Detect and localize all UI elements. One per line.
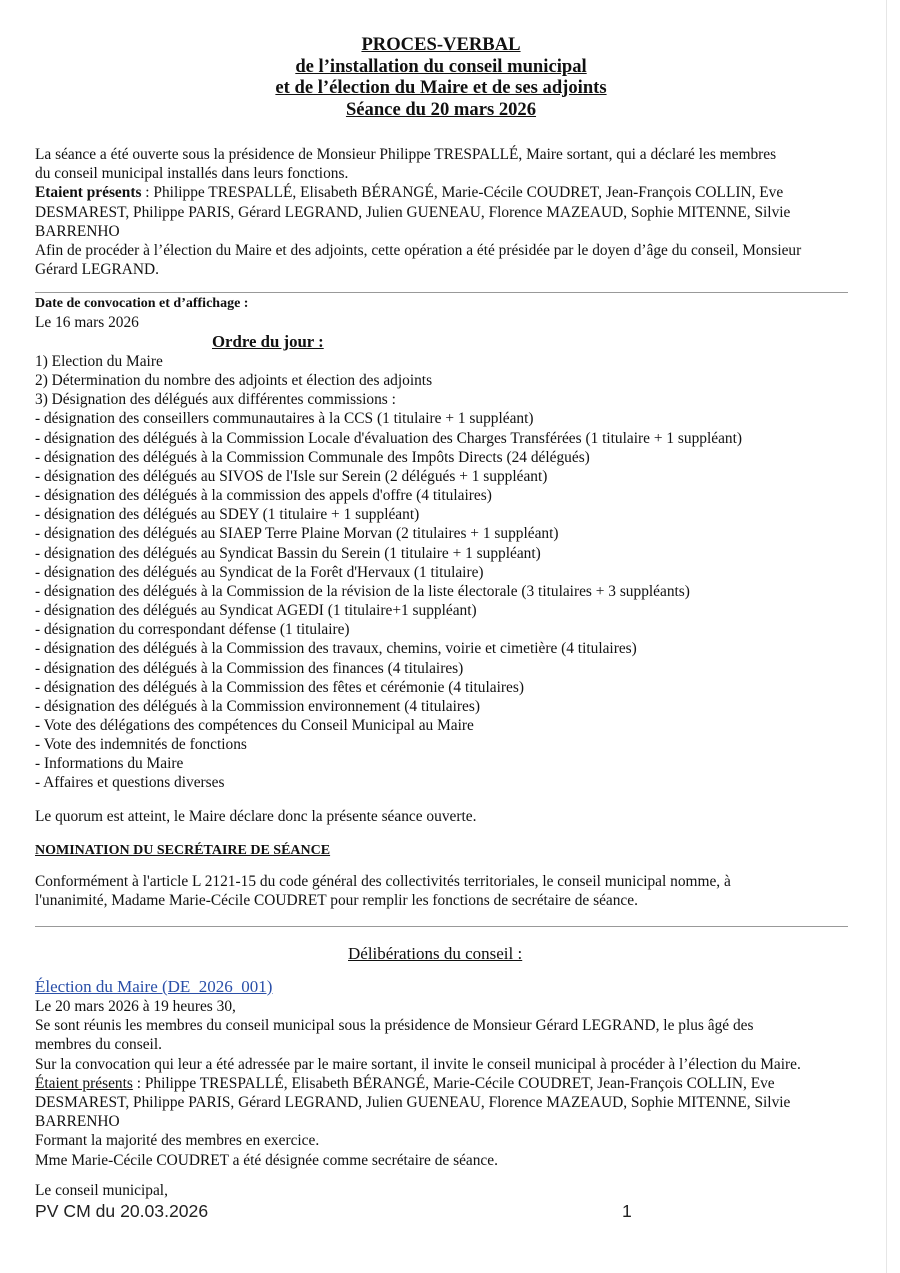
agenda-list <box>35 352 742 793</box>
agenda-item: - désignation des délégués au Syndicat AGEDI (1 titulaire+1 suppléant) <box>35 602 477 620</box>
agenda-title: Ordre du jour : <box>212 332 324 351</box>
agenda-item: - désignation des délégués au SIAEP Terre Plaine Morvan (2 titulaires + 1 suppléant) <box>35 525 559 543</box>
agenda-item: 1) Election du Maire <box>35 353 163 370</box>
present-line-1 <box>35 183 847 202</box>
divider <box>35 292 848 293</box>
agenda-item: - désignation des délégués à la Commission des fêtes et cérémonie (4 titulaires) <box>35 678 524 696</box>
present-line-1 <box>35 1074 847 1093</box>
agenda-item: - désignation des délégués à la Commission environnement (4 titulaires) <box>35 697 480 715</box>
present-text-1: : Philippe TRESPALLÉ, Elisabeth BÉRANGÉ, Marie-Cécile COUDRET, Jean-François COLLIN, Eve <box>132 1074 775 1092</box>
agenda-item: 3) Désignation des délégués aux différentes commissions : <box>35 391 396 409</box>
majorite-line: Formant la majorité des membres en exercice. <box>35 1132 320 1150</box>
reunion-line-1: Se sont réunis les membres du conseil municipal sous la présidence de Monsieur Gérard LEGRAND, le plus âgé des <box>35 1017 754 1035</box>
opening-line-1: La séance a été ouverte sous la présidence de Monsieur Philippe TRESPALLÉ, Maire sortant, qui a déclaré les membres <box>35 146 777 163</box>
opening-line-2: du conseil municipal installés dans leurs fonctions. <box>35 165 349 183</box>
agenda-item: - désignation des délégués à la Commission des finances (4 titulaires) <box>35 659 464 677</box>
title-line-2: de l’installation du conseil municipal <box>295 55 587 77</box>
deliberation-body <box>35 997 847 1170</box>
intro-paragraph <box>35 145 847 279</box>
deliberations-title: Délibérations du conseil : <box>348 944 523 963</box>
convocation-date: Le 16 mars 2026 <box>35 314 139 332</box>
divider <box>35 926 848 927</box>
agenda-item: - désignation des délégués à la Commission de la révision de la liste électorale (3 titulaires + 3 suppléants) <box>35 582 690 600</box>
document-title <box>35 34 847 120</box>
agenda-item: - désignation des délégués à la commission des appels d'offre (4 titulaires) <box>35 487 492 505</box>
present-label: Etaient présents <box>35 184 142 202</box>
agenda-item: - désignation des délégués à la Commission des travaux, chemins, voirie et cimetière (4 titulaires) <box>35 640 637 658</box>
agenda-item: - Vote des délégations des compétences du Conseil Municipal au Maire <box>35 716 474 734</box>
convocation-label: Date de convocation et d’affichage : <box>35 296 249 311</box>
agenda-item: - désignation des délégués à la Commission Locale d'évaluation des Charges Transférées (1 titulaire + 1 suppléant) <box>35 429 742 447</box>
present-line-3: BARRENHO <box>35 1113 120 1131</box>
date-line: Le 20 mars 2026 à 19 heures 30, <box>35 998 236 1015</box>
agenda-item: - désignation des délégués au SDEY (1 titulaire + 1 suppléant) <box>35 506 420 524</box>
convocation-line: Sur la convocation qui leur a été adressée par le maire sortant, il invite le conseil municipal à procéder à l’élection du Maire. <box>35 1055 801 1073</box>
agenda-item: - désignation des délégués au Syndicat de la Forêt d'Hervaux (1 titulaire) <box>35 563 484 581</box>
agenda-item: - désignation des conseillers communautaires à la CCS (1 titulaire + 1 suppléant) <box>35 410 534 428</box>
doyen-line-2: Gérard LEGRAND. <box>35 261 159 279</box>
secretaire-line: Mme Marie-Cécile COUDRET a été désignée comme secrétaire de séance. <box>35 1151 498 1169</box>
doyen-line-1: Afin de procéder à l’élection du Maire et des adjoints, cette opération a été présidée par le doyen d’âge du conseil, Monsieur <box>35 242 802 260</box>
agenda-item: - désignation des délégués à la Commission Communale des Impôts Directs (24 délégués) <box>35 448 590 466</box>
election-maire-link[interactable]: Élection du Maire (DE_2026_001) <box>35 977 273 996</box>
title-line-3: et de l’élection du Maire et de ses adjoints <box>275 77 607 98</box>
agenda-item: - désignation des délégués au SIVOS de l'Isle sur Serein (2 délégués + 1 suppléant) <box>35 467 548 485</box>
secretaire-line-1: Conformément à l'article L 2121-15 du code général des collectivités territoriales, le conseil municipal nomme, à <box>35 873 731 890</box>
secretaire-heading-text: NOMINATION DU SECRÉTAIRE DE SÉANCE <box>35 843 331 858</box>
conseil-line: Le conseil municipal, <box>35 1182 168 1199</box>
present-line-2: DESMAREST, Philippe PARIS, Gérard LEGRAND, Julien GUENEAU, Florence MAZEAUD, Sophie MITENNE, Silvie <box>35 203 791 221</box>
agenda-item: - désignation du correspondant défense (1 titulaire) <box>35 621 350 639</box>
title-line-1: PROCES-VERBAL <box>361 34 521 55</box>
present-line-3: BARRENHO <box>35 222 120 240</box>
secretaire-paragraph <box>35 872 847 910</box>
agenda-item: - Vote des indemnités de fonctions <box>35 736 247 754</box>
agenda-item: - désignation des délégués au Syndicat Bassin du Serein (1 titulaire + 1 suppléant) <box>35 544 541 562</box>
agenda-item: - Affaires et questions diverses <box>35 774 225 792</box>
title-line-4: Séance du 20 mars 2026 <box>345 98 537 120</box>
convocation-block <box>35 294 847 332</box>
agenda-item: 2) Détermination du nombre des adjoints et élection des adjoints <box>35 372 433 390</box>
page-edge <box>886 0 887 1273</box>
page-number: 1 <box>622 1201 632 1221</box>
present-line-2: DESMAREST, Philippe PARIS, Gérard LEGRAND, Julien GUENEAU, Florence MAZEAUD, Sophie MITENNE, Silvie <box>35 1094 791 1112</box>
footer-label: PV CM du 20.03.2026 <box>35 1201 209 1221</box>
secretaire-heading <box>35 840 847 860</box>
agenda-item: - Informations du Maire <box>35 755 184 773</box>
reunion-line-2: membres du conseil. <box>35 1036 162 1054</box>
quorum-text: Le quorum est atteint, le Maire déclare donc la présente séance ouverte. <box>35 808 477 825</box>
present-label: Étaient présents <box>35 1074 133 1092</box>
present-text-1: : Philippe TRESPALLÉ, Elisabeth BÉRANGÉ, Marie-Cécile COUDRET, Jean-François COLLIN, Eve <box>141 184 784 202</box>
secretaire-line-2: l'unanimité, Madame Marie-Cécile COUDRET pour remplir les fonctions de secrétaire de séance. <box>35 892 638 910</box>
